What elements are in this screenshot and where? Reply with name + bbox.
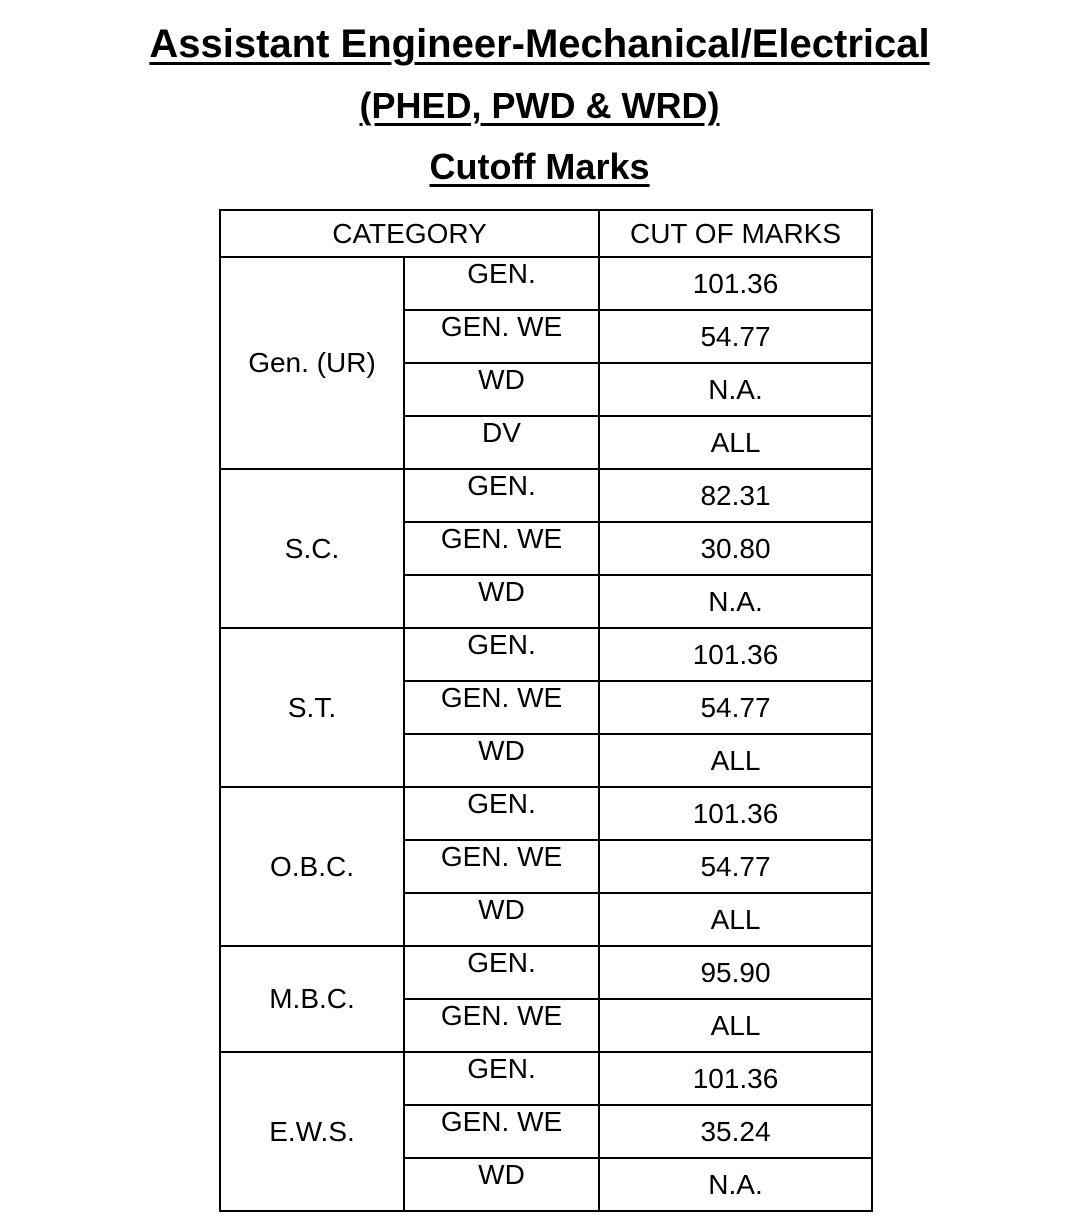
category-cell: S.C. xyxy=(220,469,404,628)
cutoff-value-cell: 82.31 xyxy=(599,469,872,522)
cutoff-value-cell: ALL xyxy=(599,416,872,469)
cutoff-table xyxy=(219,209,873,1212)
category-cell: M.B.C. xyxy=(220,946,404,1052)
table-header-row xyxy=(220,210,872,257)
cutoff-value-cell: 54.77 xyxy=(599,310,872,363)
cutoff-value-cell: 35.24 xyxy=(599,1105,872,1158)
cutoff-value-cell: 101.36 xyxy=(599,1052,872,1105)
category-cell: S.T. xyxy=(220,628,404,787)
cutoff-value-cell: N.A. xyxy=(599,363,872,416)
subcategory-cell: GEN. xyxy=(404,1052,599,1105)
table-row xyxy=(220,628,872,681)
cutoff-value-cell: 101.36 xyxy=(599,257,872,310)
cutoff-value-cell: ALL xyxy=(599,999,872,1052)
cutoff-value-cell: 54.77 xyxy=(599,840,872,893)
subcategory-cell: WD xyxy=(404,1158,599,1211)
subcategory-cell: WD xyxy=(404,893,599,946)
document-title: Assistant Engineer-Mechanical/Electrical xyxy=(149,22,930,66)
subcategory-cell: GEN. WE xyxy=(404,999,599,1052)
subcategory-cell: GEN. WE xyxy=(404,310,599,363)
cutoff-value-cell: 54.77 xyxy=(599,681,872,734)
subcategory-cell: GEN. xyxy=(404,257,599,310)
subcategory-cell: GEN. xyxy=(404,787,599,840)
cutoff-value-cell: 95.90 xyxy=(599,946,872,999)
cutoff-value-cell: ALL xyxy=(599,734,872,787)
subcategory-cell: GEN. WE xyxy=(404,681,599,734)
document-subtitle: (PHED, PWD & WRD) xyxy=(359,85,720,126)
cutoff-value-cell: N.A. xyxy=(599,1158,872,1211)
cutoff-value-cell: ALL xyxy=(599,893,872,946)
subcategory-cell: GEN. WE xyxy=(404,840,599,893)
subcategory-cell: WD xyxy=(404,734,599,787)
document-heading: Cutoff Marks xyxy=(429,146,650,187)
subcategory-cell: GEN. xyxy=(404,946,599,999)
cutoff-value-cell: 101.36 xyxy=(599,628,872,681)
cutoff-value-cell: 30.80 xyxy=(599,522,872,575)
subcategory-cell: WD xyxy=(404,575,599,628)
category-cell: O.B.C. xyxy=(220,787,404,946)
category-cell: E.W.S. xyxy=(220,1052,404,1211)
subcategory-cell: GEN. xyxy=(404,469,599,522)
table-row xyxy=(220,946,872,999)
subcategory-cell: GEN. xyxy=(404,628,599,681)
header-category: CATEGORY xyxy=(220,210,599,257)
subcategory-cell: DV xyxy=(404,416,599,469)
subcategory-cell: WD xyxy=(404,363,599,416)
table-row xyxy=(220,469,872,522)
document-header xyxy=(0,14,1079,197)
table-row xyxy=(220,1052,872,1105)
cutoff-value-cell: 101.36 xyxy=(599,787,872,840)
table-row xyxy=(220,787,872,840)
subcategory-cell: GEN. WE xyxy=(404,522,599,575)
header-cutoff-marks: CUT OF MARKS xyxy=(599,210,872,257)
table-row xyxy=(220,257,872,310)
category-cell: Gen. (UR) xyxy=(220,257,404,469)
table-body xyxy=(220,257,872,1211)
subcategory-cell: GEN. WE xyxy=(404,1105,599,1158)
cutoff-value-cell: N.A. xyxy=(599,575,872,628)
